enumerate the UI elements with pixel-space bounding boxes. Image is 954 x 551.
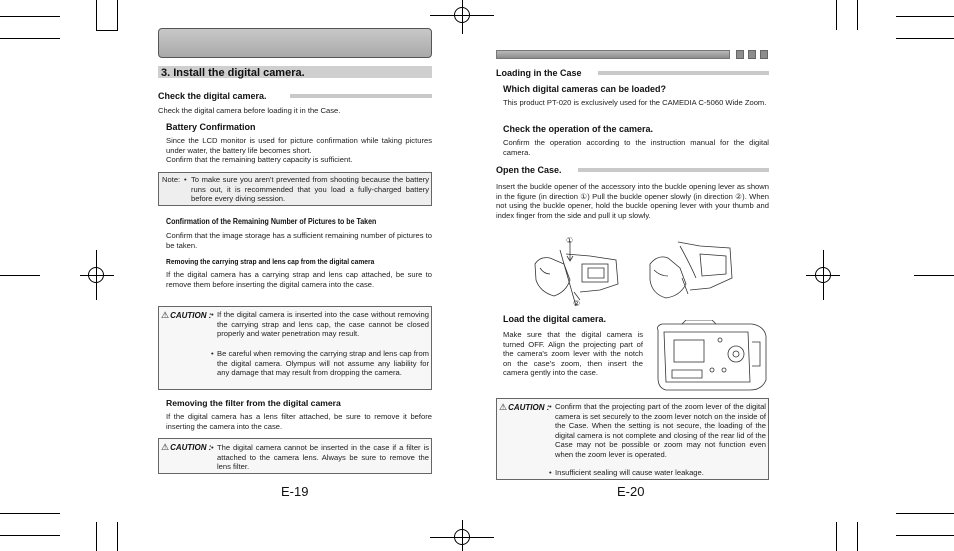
caution-filter-bullet-1: The digital camera cannot be inserted in the case if a filter is attached to the camera lens. Always be sure to remove the lens filter.: [217, 443, 429, 472]
caution-label: ⚠CAUTION :: [161, 310, 212, 320]
open-case-text: Insert the buckle opener of the accessory into the buckle opening lever as shown in the figure (in direction ①) Pull the buckle opener slowly (in direction ②). When not using the buckle opener, hold the buckle opening lever with your thumb and index finger from the side and pull it up slowly.: [496, 182, 769, 220]
caution-load-bullet-2: Insufficient sealing will cause water leakage.: [555, 468, 704, 477]
header-square: [748, 50, 756, 59]
note-box: Note: • To make sure you aren't prevented from shooting because the battery runs out, it is recommended that you load a fully-charged battery before every diving session.: [158, 172, 432, 206]
caution-box-filter: ⚠CAUTION : • The digital camera cannot be inserted in the case if a filter is attached to the camera lens. Always be sure to remove the lens filter.: [158, 438, 432, 474]
note-text: To make sure you aren't prevented from shooting because the battery runs out, it is recommended that you load a fully-charged battery before every diving session.: [191, 175, 429, 204]
heading-rule: [598, 71, 769, 75]
note-label: Note:: [162, 175, 181, 184]
warning-triangle-icon: ⚠: [499, 402, 508, 412]
load-camera-text: Make sure that the digital camera is turned OFF. Align the projecting part of the camera's zoom lever with the notch on the case's zoom, then insert the camera gently into the case.: [503, 330, 643, 378]
heading-rule: [290, 94, 432, 98]
caution-label: ⚠CAUTION :: [499, 402, 550, 412]
figure-label-2: ②: [573, 299, 581, 308]
header-square: [736, 50, 744, 59]
battery-heading: Battery Confirmation: [166, 122, 256, 132]
caution-box-strap: ⚠CAUTION : • If the digital camera is inserted into the case without removing the carrying strap and lens cap, the case cannot be closed properly and water penetration may result. • Be careful when removing the carrying strap and lens cap from the digital camera. Olympus will not assume any liability for any damage that may result from dropping the camera.: [158, 306, 432, 390]
which-camera-text: This product PT-020 is exclusively used for the CAMEDIA C-5060 Wide Zoom.: [503, 98, 767, 107]
page-number-left: E-19: [281, 484, 309, 499]
page-header-box: [158, 28, 432, 58]
loading-heading: Loading in the Case: [496, 68, 582, 78]
heading-rule: [578, 168, 769, 172]
caution-strap-bullet-1: If the digital camera is inserted into the case without removing the carrying strap and lens cap, the case cannot be closed properly and water penetration may result.: [217, 310, 429, 339]
strap-text: If the digital camera has a carrying strap and lens cap attached, be sure to remove them before inserting the digital camera into the case.: [166, 270, 432, 289]
section-title: 3. Install the digital camera.: [161, 67, 305, 79]
caution-box-load: ⚠CAUTION : • Confirm that the projecting part of the zoom lever of the digital camera is set securely to the zoom lever notch on the inside of the Case. When the setting is not secure, the loading of the digital camera is not complete and closing of the rear lid of the Case may not be possible or zoom may not function even when the zoom lever is operated. • Insufficient sealing will cause water leakage.: [496, 398, 769, 480]
filter-heading: Removing the filter from the digital camera: [166, 398, 341, 408]
warning-triangle-icon: ⚠: [161, 442, 170, 452]
caution-label: ⚠CAUTION :: [161, 442, 212, 452]
battery-text-2: Confirm that the remaining battery capacity is sufficient.: [166, 155, 353, 164]
check-camera-heading: Check the digital camera.: [158, 91, 267, 101]
open-case-figure: [530, 234, 740, 310]
caution-strap-bullet-2: Be careful when removing the carrying strap and lens cap from the digital camera. Olympus will not assume any liability for any damage that may result from dropping the camera.: [217, 349, 429, 378]
which-camera-heading: Which digital cameras can be loaded?: [503, 84, 667, 94]
remaining-pictures-text: Confirm that the image storage has a sufficient remaining number of pictures to be taken.: [166, 231, 432, 250]
camera-in-case-figure: [652, 320, 770, 394]
header-square: [760, 50, 768, 59]
warning-triangle-icon: ⚠: [161, 310, 170, 320]
operation-heading: Check the operation of the camera.: [503, 124, 654, 134]
battery-text: Since the LCD monitor is used for picture confirmation while taking pictures under water, the battery life becomes short.: [166, 136, 432, 155]
check-camera-text: Check the digital camera before loading it in the Case.: [158, 106, 341, 115]
strap-heading: Removing the carrying strap and lens cap from the digital camera: [166, 257, 375, 266]
filter-text: If the digital camera has a lens filter attached, be sure to remove it before inserting the camera into the case.: [166, 412, 432, 431]
page-header-bar: [496, 50, 730, 59]
load-camera-heading: Load the digital camera.: [503, 314, 607, 324]
remaining-pictures-heading: Confirmation of the Remaining Number of Pictures to be Taken: [166, 217, 377, 226]
figure-label-1: ①: [566, 236, 574, 245]
operation-text: Confirm the operation according to the instruction manual for the digital camera.: [503, 138, 769, 157]
page-number-right: E-20: [617, 484, 645, 499]
caution-load-bullet-1: Confirm that the projecting part of the zoom lever of the digital camera is set securely to the zoom lever notch on the inside of the Case. When the setting is not secure, the loading of the digital camera is not complete and closing of the rear lid of the Case may not be possible or zoom may not function even when the zoom lever is operated.: [555, 402, 766, 459]
open-case-heading: Open the Case.: [496, 165, 562, 175]
